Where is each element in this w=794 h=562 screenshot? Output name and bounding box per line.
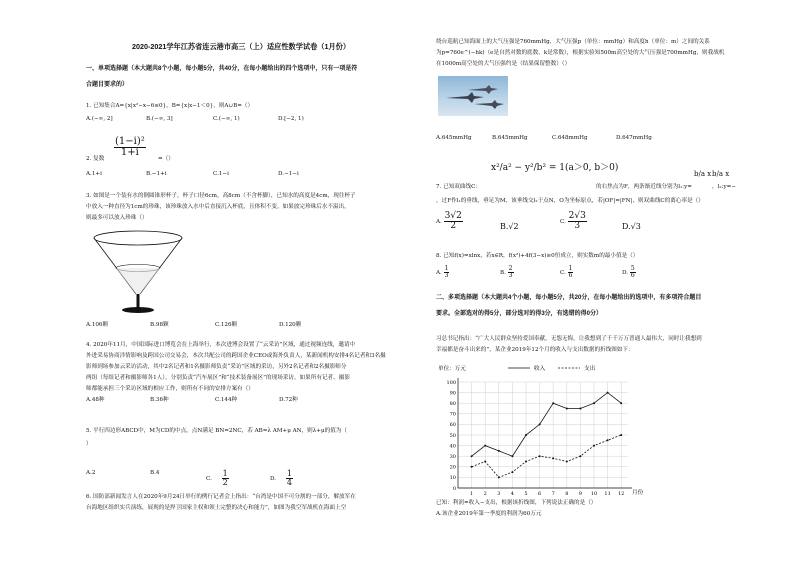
- y-tick-label: 30: [449, 454, 456, 460]
- q4-line2: 外进采易协商涉情影响及跨国公司交易会，本次共配公司的跨国企业CEO或海外负责人，某新闻机构安排4名记者和3名摄: [86, 353, 386, 359]
- q7-l1: b/a x: [694, 170, 712, 178]
- q1-stem: 1. 已知集合A={x|x²−x−6≤0}，B={x|x−1＜0}，则A∪B=（）: [86, 103, 254, 109]
- x-tick-label: 12: [618, 491, 625, 497]
- q5-option-a: A.2: [86, 470, 96, 476]
- q2-option-c: C.1−i: [213, 171, 229, 177]
- y-tick-label: 100: [446, 379, 456, 386]
- q7-option-a-den: 2: [450, 221, 457, 231]
- expense-point: [498, 476, 500, 478]
- q4-option-c: C.144种: [215, 397, 238, 403]
- income-point: [620, 402, 622, 404]
- q8-option-c: [560, 266, 573, 279]
- q6-line2: 台海地区组织实兵演练，展现的是捍卫国家主权和领土完整的决心和能力”，如图为我空军战机在海面上空: [86, 505, 347, 511]
- q8-option-d: [622, 266, 636, 279]
- q2-option-d: D.−1−i: [278, 171, 299, 177]
- q8-option-c-num: 1: [568, 265, 573, 272]
- y-tick-label: 40: [449, 443, 456, 450]
- q6-option-a: A.645mmHg: [436, 135, 472, 141]
- q2-option-b: B.−1+i: [146, 171, 167, 177]
- income-point: [525, 434, 527, 436]
- section1-heading: 一、单项选择题（本大题共8个小题，每小题5分，共40分，在每小题给出的四个选项中，只有一项是符: [86, 66, 358, 72]
- chart-legend: [508, 364, 596, 372]
- q8-option-d-den: 6: [630, 272, 635, 279]
- q7-option-a-num: 3√2: [444, 211, 462, 221]
- expense-point: [579, 455, 581, 457]
- q6-cont-line3: 在1000m高空处的大气压强约是（结果保留整数）（）: [436, 61, 571, 67]
- q7-l2-prefix: ，l₂:y=−: [712, 184, 737, 190]
- x-tick-label: 1: [470, 491, 474, 497]
- section2-heading: 二、多项选择题（本大题共4个小题，每小题5分，共20分，在每小题给出的选项中，有多项符合题目: [436, 295, 702, 301]
- income-point: [539, 423, 541, 425]
- q2-suffix: =（）: [158, 156, 174, 162]
- q7-option-c: C. $\frac{2√3}{3}$: [560, 211, 586, 231]
- income-expense-line-chart: [436, 360, 646, 500]
- q2-fraction: [114, 137, 146, 158]
- q9-option-a: A.该企业2019年第一季度的利润为60万元: [436, 511, 542, 517]
- income-point: [593, 402, 595, 404]
- q3-option-a: A.106颗: [86, 322, 109, 328]
- q8-option-d-label: D.: [622, 270, 629, 276]
- q4-option-a: A.48种: [86, 397, 105, 403]
- income-point: [484, 445, 486, 447]
- q5-option-d: [270, 470, 293, 487]
- q5-option-d-den: 4: [286, 478, 292, 487]
- left-column: [86, 0, 411, 562]
- q4-line3: 影师到场参加云采访活动，其中2名记者和1名摄影师负责“采访”区域的采访，另外2名记者和2名摄影师分: [86, 364, 347, 370]
- section2-heading-line2: 要求。全部选对的得5分，部分选对的得3分，有选错的得0分）: [436, 311, 603, 317]
- q2-denominator: 1+i: [120, 147, 139, 158]
- x-tick-label: 10: [590, 491, 598, 497]
- q4-line4: 两组（每组记者和摄影师各1人），分别负责“汽车展区”和“技术装备展区”的现场采访。如果所有记者、摄影: [86, 375, 350, 381]
- q8-option-b: [500, 266, 514, 279]
- expense-point: [620, 434, 622, 436]
- income-point: [511, 455, 513, 457]
- chart-xticks: [470, 491, 624, 497]
- x-tick-label: 4: [510, 491, 514, 497]
- q8-option-c-label: C.: [560, 270, 566, 276]
- expense-point: [539, 455, 541, 457]
- income-point: [566, 408, 568, 410]
- q5-stem: 5. 平行四边形ABCD中，M为CD的中点，点N满足 BN=2NC，若 AB=λ AM+μ AN，则λ+μ的值为（: [86, 428, 347, 434]
- y-tick-label: 20: [449, 464, 456, 471]
- q5-option-b: B.4: [150, 470, 160, 476]
- y-tick-label: 50: [449, 432, 456, 439]
- income-point: [471, 455, 473, 457]
- chart-axes: [458, 378, 632, 488]
- chart-grid: [458, 378, 632, 488]
- q6-option-b: B.645mmHg: [492, 135, 528, 141]
- y-tick-label: 0: [452, 485, 456, 492]
- q3-option-d: D.120颗: [279, 322, 302, 328]
- q5-option-c-num: 1: [222, 469, 228, 478]
- q4-line1: 4. 2020年11月，中国国际进口博览会在上海举行，本次进博会设置了“云采访”区域，通过视频连线，邀请中: [86, 342, 356, 348]
- y-tick-label: 70: [449, 411, 456, 418]
- q7-mid: 的右焦点为F，两条渐近线分别为l₁:y=: [596, 184, 692, 190]
- y-tick-label: 90: [449, 390, 456, 397]
- expense-point: [511, 471, 513, 473]
- x-tick-label: 5: [524, 491, 528, 497]
- y-tick-label: 10: [449, 475, 456, 482]
- q5-option-c-label: C.: [206, 476, 212, 482]
- income-point: [607, 392, 609, 394]
- q8-option-a-label: A.: [436, 270, 442, 276]
- q6-cont-line2: 为p=760e^(−hk)（e是自然对数的底数，k是常数），根据实验知500m高空处的大气压强是700mmHg，则我战机: [436, 50, 725, 56]
- q4-option-d: D.72种: [279, 397, 298, 403]
- q8-option-d-num: 5: [630, 265, 635, 272]
- q8-option-a-num: 1: [444, 265, 449, 272]
- expense-point: [593, 445, 595, 447]
- q7-option-c-den: 3: [574, 221, 581, 231]
- q8-option-a: [436, 266, 449, 279]
- q8-option-c-den: 6: [568, 272, 573, 279]
- section1-heading-line2: 合题目要求的）: [86, 82, 129, 88]
- q8-option-b-den: 3: [508, 272, 513, 279]
- chart-yticks: [446, 380, 456, 492]
- q7-prefix: 7. 已知双曲线C：: [436, 184, 481, 190]
- q3-line2: 中放入一种直径为1cm的珍珠，该珍珠放入水中后直接沉入杯底，且体积不变。如果放完珍珠后水不溢出，: [86, 204, 350, 210]
- legend-income-label: 收入: [534, 366, 546, 372]
- q9-line2: 幸福都是奋斗出来的”，某企业2019年12个月的收入与支出数据的折线图如下：: [436, 347, 634, 353]
- expense-point: [566, 461, 568, 463]
- x-tick-label: 7: [551, 491, 555, 497]
- cone-cup-figure: [88, 228, 188, 318]
- fighter-jets-icon: [438, 76, 508, 116]
- y-tick-label: 60: [449, 422, 456, 429]
- q2-numerator: (1−i)²: [115, 136, 145, 147]
- q5-option-c: [206, 470, 229, 487]
- x-tick-label: 3: [497, 491, 501, 497]
- q7-l2: b/a x: [712, 170, 730, 178]
- expense-point: [525, 461, 527, 463]
- x-tick-label: 6: [538, 491, 542, 497]
- q1-option-c: C.(−∞, 1): [213, 116, 240, 122]
- income-point: [579, 408, 581, 410]
- q7-option-b: B.√2: [500, 222, 519, 231]
- q6-option-c: C.648mmHg: [552, 135, 588, 141]
- income-point: [552, 402, 554, 404]
- q8-option-a-den: 3: [444, 272, 449, 279]
- q5-option-d-num: 1: [286, 469, 292, 478]
- legend-expense-label: 支出: [584, 366, 596, 372]
- q9-line1: 习总书记指出：“广大人民群众坚持爱国奉献，无怨无悔，让我想到了千千万万普通人最伟大，同时让我想到: [436, 336, 702, 342]
- q6-cont-line1: 绕台巡航已知海面上的大气压强是760mmHg，大气压强p（单位：mmHg）和高度h（单位：m）之间的关系: [436, 39, 710, 45]
- q3-option-c: C.126颗: [215, 322, 238, 328]
- chart-ylabel: 单位：万元: [438, 366, 466, 372]
- x-tick-label: 2: [483, 491, 487, 497]
- q5-stem-end: ）: [86, 441, 92, 447]
- expense-point: [484, 461, 486, 463]
- fighter-jets-photo: [438, 76, 508, 116]
- q1-option-b: B.(−∞, 3]: [146, 116, 173, 122]
- q3-line3: 则最多可以放入珍珠（）: [86, 215, 148, 221]
- income-point: [498, 450, 500, 452]
- q7-equation: x²/a² − y²/b² = 1(a＞0, b＞0): [491, 163, 619, 173]
- expense-point: [607, 439, 609, 441]
- q1-option-a: A.(−∞, 2]: [86, 116, 113, 122]
- q3-line1: 3. 如图是一个装有水的倒圆锥形杯子，杯子口径6cm，高8cm（不含杯脚），已知水的高度是4cm，现往杯子: [86, 193, 356, 199]
- q8-option-b-num: 2: [508, 265, 513, 272]
- q9-after: 已知：利润=收入−支出，根据该折线图，下列说法正确的是（）: [436, 500, 597, 506]
- q7-option-a: A. $\frac{3√2}{2}$: [436, 211, 462, 231]
- q6-line1: 6. 国防部新闻发言人在2020年9月24日举行的例行记者会上指出：“台湾是中国不可分割的一部分，解放军在: [86, 494, 356, 500]
- q5-option-c-den: 2: [222, 478, 228, 487]
- chart-xlabel: 月份: [632, 490, 644, 496]
- q4-option-b: B.36种: [150, 397, 169, 403]
- q2-prefix: 2. 复数: [86, 156, 105, 162]
- q4-line5: 师都能承担三个采访区域的相应工作，则所有不同的安排方案有（）: [86, 386, 254, 392]
- right-column: [436, 0, 736, 562]
- q7-line2: ，过F作l₁的垂线，垂足为M，该垂线交l₂于点N，O为坐标原点，若|OF|=|FN|，则双曲线C的离心率是（）: [436, 198, 704, 204]
- q8-option-b-label: B.: [500, 270, 506, 276]
- q7-option-d: D.√3: [622, 222, 641, 231]
- expense-point: [552, 457, 554, 459]
- expense-point: [471, 466, 473, 468]
- x-tick-label: 8: [565, 491, 569, 497]
- exam-title: 2020-2021学年江苏省连云港市高三（上）适应性数学试卷（1月份）: [132, 42, 351, 51]
- q6-option-d: D.647mmHg: [616, 135, 652, 141]
- q3-option-b: B.98颗: [150, 322, 169, 328]
- q8-stem: 8. 已知f(x)=xlnx，若x∈R，f(x²)+4f(3−x)≥0恒成立，则实数m的最小值是（）: [436, 253, 639, 259]
- y-tick-label: 80: [449, 401, 456, 407]
- q7-option-c-num: 2√3: [568, 211, 586, 221]
- q5-option-d-label: D.: [270, 476, 277, 482]
- q1-option-d: D.[−2, 1): [278, 116, 304, 122]
- x-tick-label: 9: [578, 491, 582, 497]
- x-tick-label: 11: [604, 491, 611, 497]
- q2-option-a: A.1+i: [86, 171, 102, 177]
